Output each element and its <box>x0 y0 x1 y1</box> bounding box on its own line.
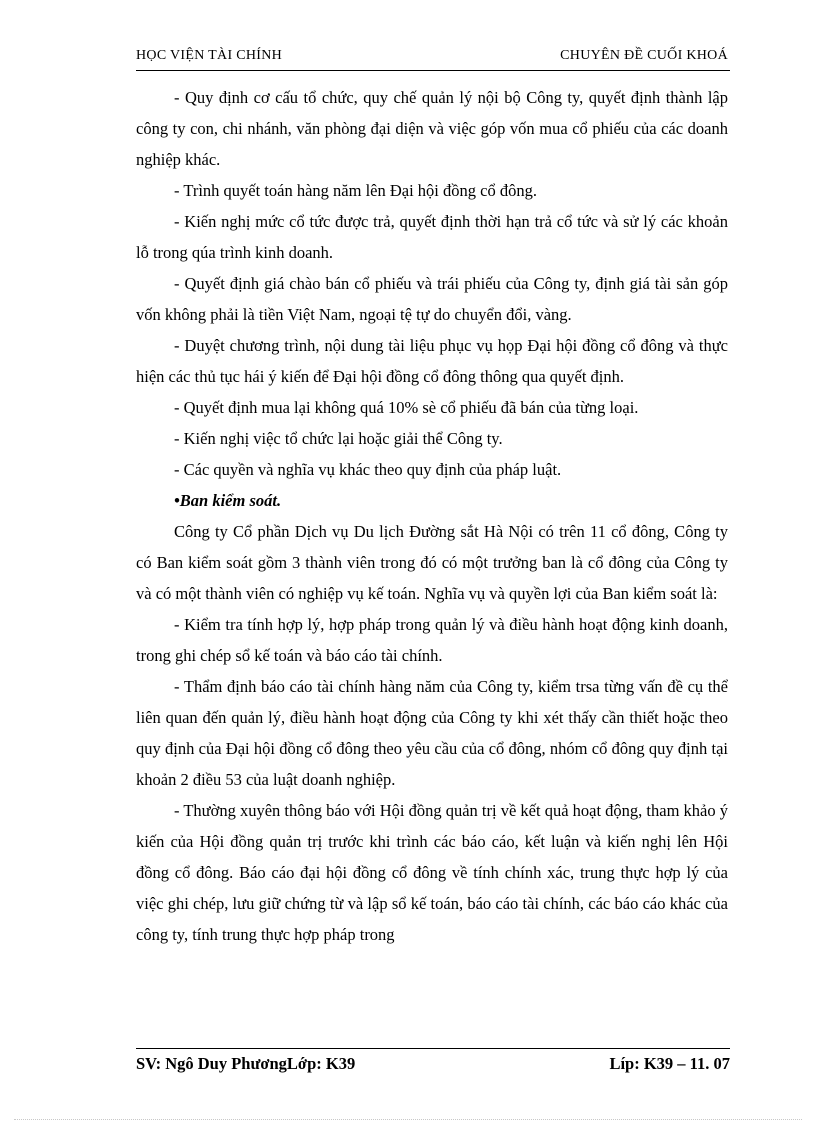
section-heading <box>136 485 728 516</box>
paragraph-1: - Quy định cơ cấu tổ chức, quy chế quản lý nội bộ Công ty, quyết định thành lập công ty con, chi nhánh, văn phòng đại diện và việc góp vốn mua cổ phiếu của các doanh nghiệp khác. <box>136 88 728 169</box>
paragraph-12: - Thường xuyên thông báo với Hội đồng quản trị về kết quả hoạt động, tham khảo ý kiến của Hội đồng quản trị trước khi trình các báo cáo, kết luận và kiến nghị lên Hội đồng cổ đông. Báo cáo đại hội đồng cổ đông về tính chính xác, trung thực hợp lý của việc ghi chép, lưu giữ chứng từ và lập sổ kế toán, báo cáo tài chính, các báo cáo khác của công ty, tính trung thực hợp pháp trong <box>136 801 728 944</box>
header-divider <box>136 70 730 71</box>
footer-student: SV: Ngô Duy PhươngLớp: K39 <box>136 1054 356 1073</box>
header-document-type: CHUYÊN ĐỀ CUỐI KHOÁ <box>560 48 728 63</box>
header-institution: HỌC VIỆN TÀI CHÍNH <box>136 48 283 63</box>
paragraph-11: - Thẩm định báo cáo tài chính hàng năm của Công ty, kiểm trsa từng vấn đề cụ thể liên quan đến quản lý, điều hành hoạt động của Công ty khi xét thấy cần thiết hoặc theo quy định của Đại hội đồng cổ đông theo yêu cầu của cổ đông, nhóm cổ đông quy định tại khoản 2 điều 53 của luật doanh nghiệp. <box>136 677 728 789</box>
footer-divider <box>136 1048 730 1049</box>
paragraph-3: - Kiến nghị mức cổ tức được trả, quyết định thời hạn trả cổ tức và sử lý các khoản lỗ trong qúa trình kinh doanh. <box>136 212 728 262</box>
page-body <box>136 82 728 950</box>
paragraph-10: - Kiểm tra tính hợp lý, hợp pháp trong quản lý và điều hành hoạt động kinh doanh, trong ghi chép sổ kế toán và báo cáo tài chính. <box>136 615 728 665</box>
paragraph-8: - Các quyền và nghĩa vụ khác theo quy định của pháp luật. <box>174 460 562 479</box>
paragraph-2: - Trình quyết toán hàng năm lên Đại hội đồng cổ đông. <box>174 181 537 200</box>
paragraph-7: - Kiến nghị việc tổ chức lại hoặc giải thể Công ty. <box>174 429 503 448</box>
paragraph-5: - Duyệt chương trình, nội dung tài liệu phục vụ họp Đại hội đồng cổ đông và thực hiện các thủ tục hái ý kiến để Đại hội đồng cổ đông thông qua quyết định. <box>136 336 728 386</box>
paragraph-9: Công ty Cổ phần Dịch vụ Du lịch Đường sắt Hà Nội có trên 11 cổ đông, Công ty có Ban kiểm soát gồm 3 thành viên trong đó có một trưởng ban là cổ đông của Công ty và có một thành viên có nghiệp vụ kế toán. Nghĩa vụ và quyền lợi của Ban kiểm soát là: <box>136 522 728 603</box>
section-title: Ban kiểm soát. <box>179 491 282 510</box>
section-bullet: • <box>174 491 180 510</box>
paragraph-4: - Quyết định giá chào bán cổ phiếu và trái phiếu của Công ty, định giá tài sản góp vốn không phải là tiền Việt Nam, ngoại tệ tự do chuyển đổi, vàng. <box>136 274 728 324</box>
page-edge-divider <box>14 1119 802 1120</box>
footer-class: Líp: K39 – 11. 07 <box>609 1054 730 1073</box>
paragraph-6: - Quyết định mua lại không quá 10% sè cổ phiếu đã bán của từng loại. <box>174 398 639 417</box>
